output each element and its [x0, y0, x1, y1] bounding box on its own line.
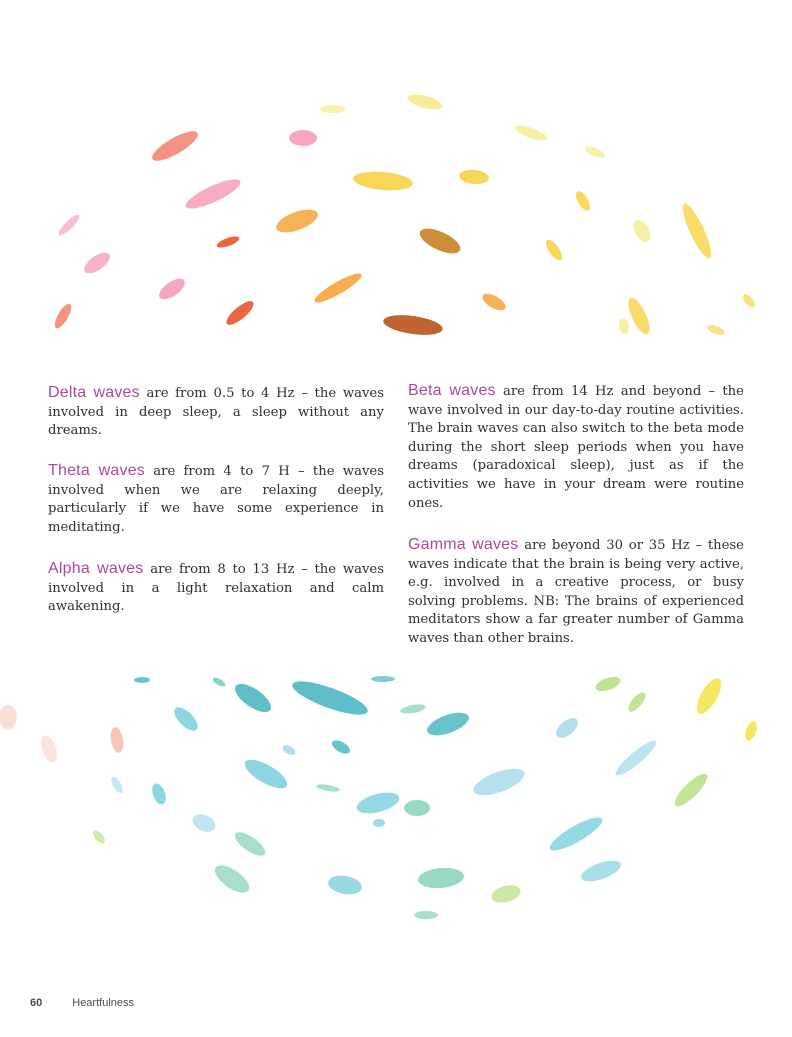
- brushstroke: [706, 323, 726, 337]
- brushstroke: [148, 126, 201, 166]
- brushstroke: [56, 212, 81, 237]
- brushstroke: [417, 866, 465, 890]
- theta-waves-text: are from 4 to 7 H – the waves involved when we are relaxing deeply, particularly if we have some experience in meditating.: [48, 464, 384, 535]
- brushstroke: [414, 911, 438, 919]
- brushstroke: [424, 708, 472, 740]
- brushstroke: [618, 317, 631, 334]
- brushstroke: [289, 676, 371, 721]
- brushstroke: [371, 676, 395, 682]
- brushstroke: [400, 703, 427, 715]
- brushstroke: [546, 812, 606, 856]
- brushstroke: [223, 297, 257, 328]
- brushstroke: [320, 105, 346, 113]
- brushstroke: [373, 819, 385, 827]
- brushstroke: [281, 743, 297, 757]
- theta-waves-term: Theta waves: [48, 462, 145, 479]
- brushstroke: [327, 873, 364, 897]
- beta-waves-term: Beta waves: [408, 382, 496, 399]
- brushstroke: [211, 676, 226, 688]
- gamma-waves-text: are beyond 30 or 35 Hz – these waves indicate that the brain is being very active, e.g. involved in a creative process, or busy solving problems. NB: The brains of experienced meditators show a far greater number of Gamma waves than other brains.: [408, 538, 744, 646]
- brushstroke: [692, 676, 726, 717]
- alpha-waves-term: Alpha waves: [48, 560, 144, 577]
- brushstroke: [231, 828, 269, 860]
- gamma-waves-paragraph: [408, 536, 744, 649]
- brushstroke: [553, 714, 582, 741]
- brushstroke: [91, 828, 107, 845]
- brushstroke: [741, 292, 757, 309]
- magazine-name: Heartfulness: [72, 997, 135, 1009]
- brushstroke: [579, 856, 624, 885]
- delta-waves-term: Delta waves: [48, 384, 140, 401]
- brushstroke: [543, 237, 565, 262]
- brushstroke: [52, 301, 75, 330]
- delta-waves-paragraph: [48, 384, 384, 441]
- theta-waves-paragraph: [48, 462, 384, 537]
- brushstroke: [241, 754, 292, 794]
- watercolor-bottom-illustration: [0, 676, 792, 926]
- watercolor-top-illustration: [0, 88, 792, 338]
- alpha-waves-text: are from 8 to 13 Hz – the waves involved in a light relaxation and calm awakening.: [48, 562, 384, 615]
- brushstroke: [316, 783, 341, 793]
- brushstroke: [109, 775, 125, 795]
- brushstroke: [182, 174, 243, 214]
- brushstroke: [624, 295, 654, 337]
- delta-waves-text: are from 0.5 to 4 Hz – the waves involved in deep sleep, a sleep without any dreams.: [48, 386, 384, 439]
- warm-brushstrokes-icon: [0, 88, 792, 338]
- brushstroke: [289, 130, 317, 146]
- brushstroke: [81, 249, 114, 278]
- page-footer: [30, 997, 134, 1009]
- brushstroke: [625, 690, 648, 715]
- brushstroke: [273, 205, 321, 237]
- brushstroke: [0, 705, 17, 729]
- brushstroke: [354, 789, 401, 818]
- brushstroke: [170, 703, 201, 734]
- page-number: 60: [30, 997, 43, 1009]
- brushstroke: [678, 201, 716, 261]
- brushstroke: [670, 769, 711, 810]
- brushstroke: [382, 312, 444, 338]
- brushstroke: [330, 738, 352, 757]
- brushstroke: [630, 217, 654, 245]
- brushstroke: [458, 169, 489, 186]
- alpha-waves-paragraph: [48, 560, 384, 617]
- brushstroke: [190, 811, 219, 836]
- brushstroke: [312, 269, 365, 306]
- brushstroke: [513, 122, 548, 143]
- brushstroke: [215, 234, 240, 250]
- brushstroke: [38, 733, 61, 764]
- brushstroke: [231, 679, 276, 718]
- brushstroke: [480, 290, 509, 313]
- brushstroke: [573, 189, 593, 213]
- brushstroke: [489, 882, 522, 905]
- brushstroke: [404, 800, 430, 816]
- brushstroke: [352, 169, 413, 192]
- brushstroke: [470, 763, 528, 800]
- brushstroke: [594, 676, 623, 694]
- brushstroke: [743, 720, 759, 742]
- brushstroke: [134, 677, 150, 683]
- brushstroke: [156, 275, 189, 304]
- brushstroke: [406, 92, 444, 113]
- brushstroke: [150, 782, 169, 807]
- brushstroke: [612, 737, 660, 780]
- brushstroke: [109, 726, 125, 754]
- brushstroke: [583, 144, 606, 161]
- brushstroke: [210, 860, 253, 898]
- beta-waves-text: are from 14 Hz and beyond – the wave involved in our day-to-day routine activities. The brain waves can also switch to the beta mode during the short sleep periods when you have dreams (paradoxical sleep), just as if the activities we have in your dream were routine ones.: [408, 384, 744, 511]
- brushstroke: [416, 224, 463, 259]
- gamma-waves-term: Gamma waves: [408, 536, 519, 553]
- beta-waves-paragraph: [408, 382, 744, 513]
- cool-brushstrokes-icon: [0, 676, 792, 926]
